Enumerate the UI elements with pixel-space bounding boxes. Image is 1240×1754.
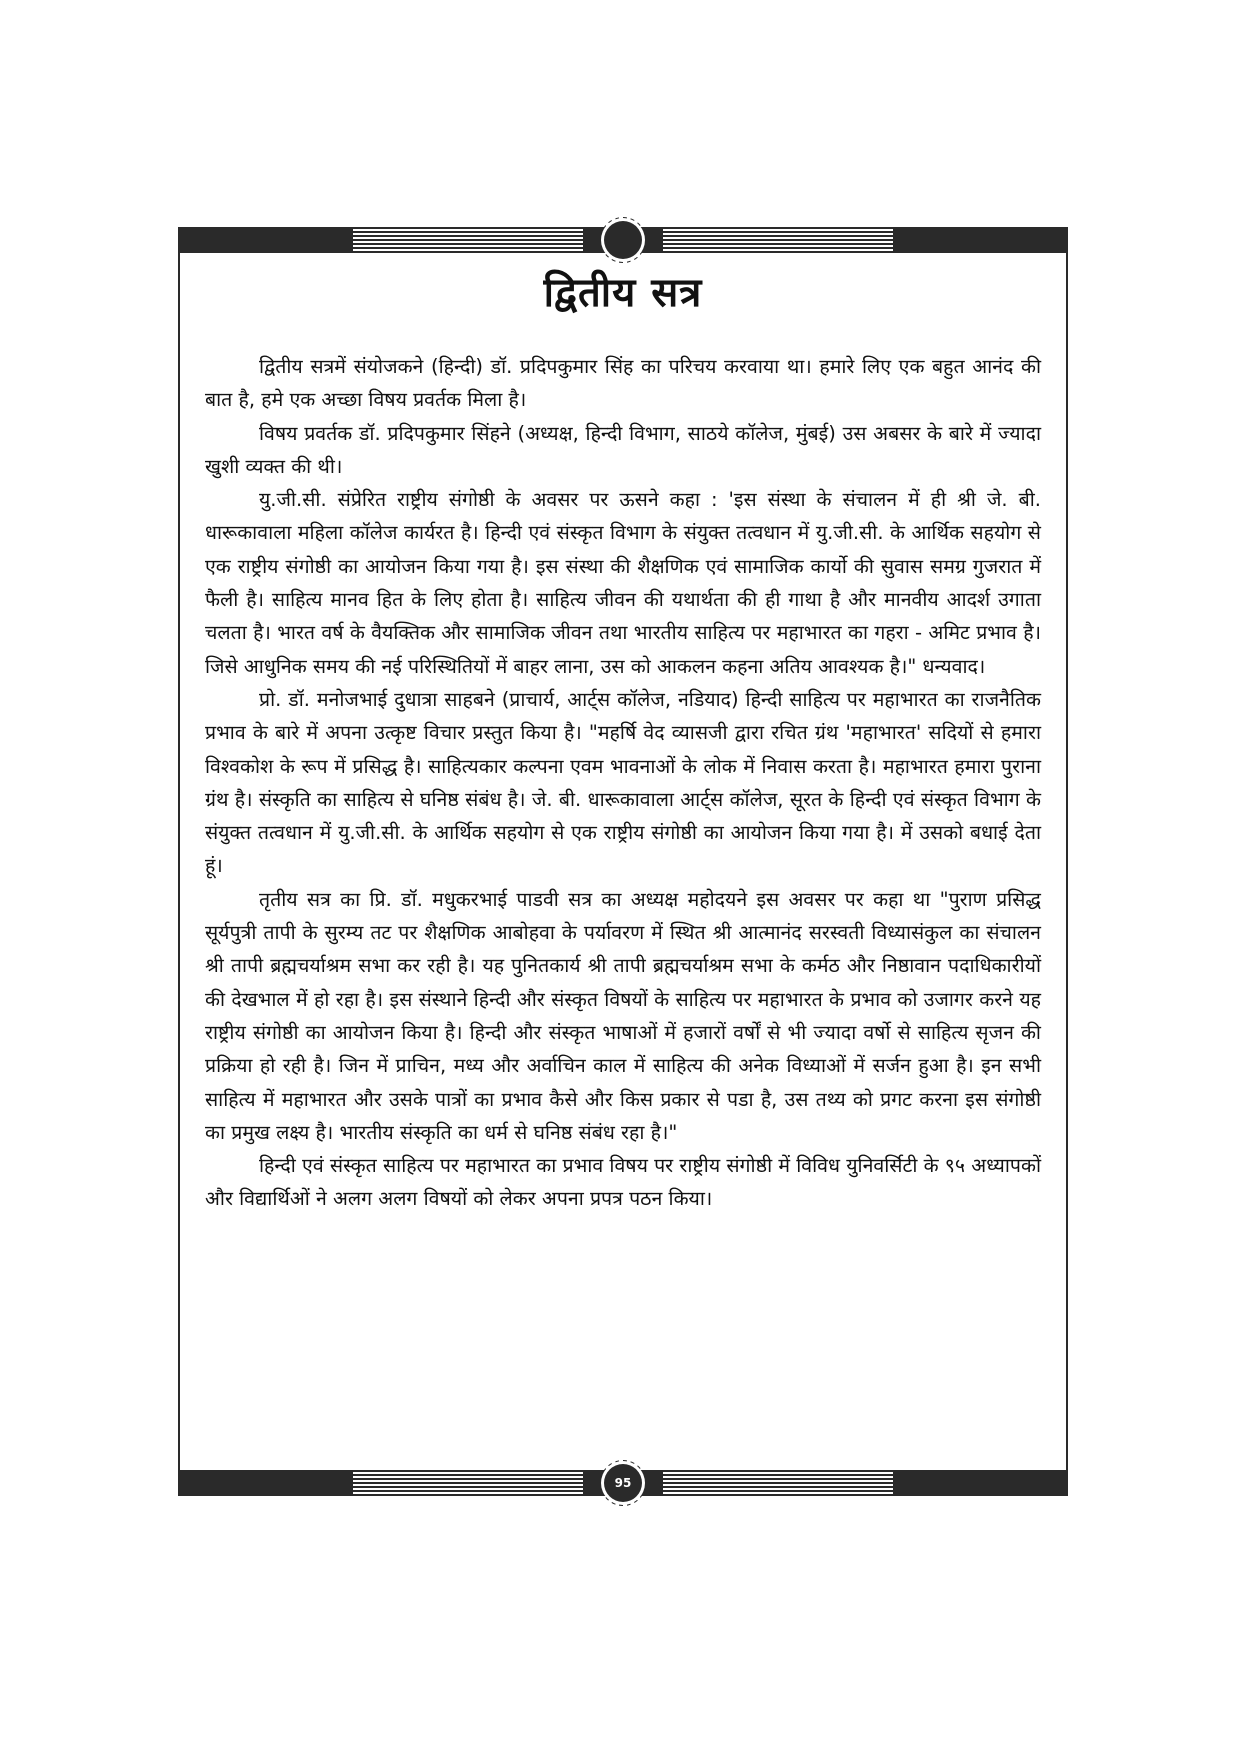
paragraph-3: यु.जी.सी. संप्रेरित राष्ट्रीय संगोष्ठी के अवसर पर ऊसने कहा : 'इस संस्था के संचालन में ही श्री जे. बी. धारूकावाला महिला कॉलेज कार्यरत है। हिन्दी एवं संस्कृत विभाग के संयुक्त तत्वधान में यु.जी.सी. के आर्थिक सहयोग से एक राष्ट्रीय संगोष्ठी का आयोजन किया गया है। इस संस्था की शैक्षणिक एवं सामाजिक कार्यो की सुवास समग्र गुजरात में फैली है। साहित्य मानव हित के लिए होता है। साहित्य जीवन की यथार्थता की ही गाथा है और मानवीय आदर्श उगाता चलता है। भारत वर्ष के वैयक्तिक और सामाजिक जीवन तथा भारतीय साहित्य पर महाभारत का गहरा - अमिट प्रभाव है। जिसे आधुनिक समय की नई परिस्थितियों में बाहर लाना, उस को आकलन कहना अतिय आवश्यक है।" धन्यवाद। <box>205 488 1041 678</box>
header-emblem-icon <box>604 221 642 259</box>
paragraph-1: द्वितीय सत्रमें संयोजकने (हिन्दी) डॉ. प्रदिपकुमार सिंह का परिचय करवाया था। हमारे लिए एक बहुत आनंद की बात है, हमे एक अच्छा विषय प्रवर्तक मिला है। <box>205 355 1041 412</box>
header-stripes-left <box>353 227 583 253</box>
paragraph-2: विषय प्रवर्तक डॉ. प्रदिपकुमार सिंहने (अध्यक्ष, हिन्दी विभाग, साठये कॉलेज, मुंबई) उस अबसर के बारे में ज्यादा खुशी व्यक्त की थी। <box>205 421 1041 478</box>
footer-stripes-left <box>353 1470 583 1496</box>
footer-emblem-icon <box>604 1464 642 1502</box>
footer-band <box>178 1470 1068 1496</box>
page-number: 95 <box>614 1476 632 1490</box>
paragraph-5: तृतीय सत्र का प्रि. डॉ. मधुकरभाई पाडवी सत्र का अध्यक्ष महोदयने इस अवसर पर कहा था "पुराण प्रसिद्ध सूर्यपुत्री तापी के सुरम्य तट पर शैक्षणिक आबोहवा के पर्यावरण में स्थित श्री आत्मानंद सरस्वती विध्यासंकुल का संचालन श्री तापी ब्रह्मचर्याश्रम सभा कर रही है। यह पुनितकार्य श्री तापी ब्रह्मचर्याश्रम सभा के कर्मठ और निष्ठावान पदाधिकारीयों की देखभाल में हो रहा है। इस संस्थाने हिन्दी और संस्कृत विषयों के साहित्य पर महाभारत के प्रभाव को उजागर करने यह राष्ट्रीय संगोष्ठी का आयोजन किया है। हिन्दी और संस्कृत भाषाओं में हजारों वर्षों से भी ज्यादा वर्षो से साहित्य सृजन की प्रक्रिया हो रही है। जिन में प्राचिन, मध्य और अर्वाचिन काल में साहित्य की अनेक विध्याओं में सर्जन हुआ है। इन सभी साहित्य में महाभारत और उसके पात्रों का प्रभाव कैसे और किस प्रकार से पडा है, उस तथ्य को प्रगट करना इस संगोष्ठी का प्रमुख लक्ष्य है। भारतीय संस्कृति का धर्म से घनिष्ठ संबंध रहा है।" <box>205 887 1041 1144</box>
footer-stripes-right <box>663 1470 893 1496</box>
paragraph-4: प्रो. डॉ. मनोजभाई दुधात्रा साहबने (प्राचार्य, आर्ट्स कॉलेज, नडियाद) हिन्दी साहित्य पर महाभारत का राजनैतिक प्रभाव के बारे में अपना उत्कृष्ट विचार प्रस्तुत किया है। "महर्षि वेद व्यासजी द्वारा रचित ग्रंथ 'महाभारत' सदियों से हमारा विश्वकोश के रूप में प्रसिद्ध है। साहित्यकार कल्पना एवम भावनाओं के लोक में निवास करता है। महाभारत हमारा पुराना ग्रंथ है। संस्कृति का साहित्य से घनिष्ठ संबंध है। जे. बी. धारूकावाला आर्ट्स कॉलेज, सूरत के हिन्दी एवं संस्कृत विभाग के संयुक्त तत्वधान में यु.जी.सी. के आर्थिक सहयोग से एक राष्ट्रीय संगोष्ठी का आयोजन किया गया है। में उसको बधाई देता हूं। <box>205 687 1041 878</box>
header-stripes-right <box>663 227 893 253</box>
header-band <box>178 227 1068 253</box>
body-text <box>205 350 1041 1216</box>
page-title: द्वितीय सत्र <box>543 270 703 316</box>
paragraph-6: हिन्दी एवं संस्कृत साहित्य पर महाभारत का प्रभाव विषय पर राष्ट्रीय संगोष्ठी में विविध युनिवर्सिटी के ९५ अध्यापकों और विद्यार्थिओं ने अलग अलग विषयों को लेकर अपना प्रपत्र पठन किया। <box>205 1154 1041 1211</box>
